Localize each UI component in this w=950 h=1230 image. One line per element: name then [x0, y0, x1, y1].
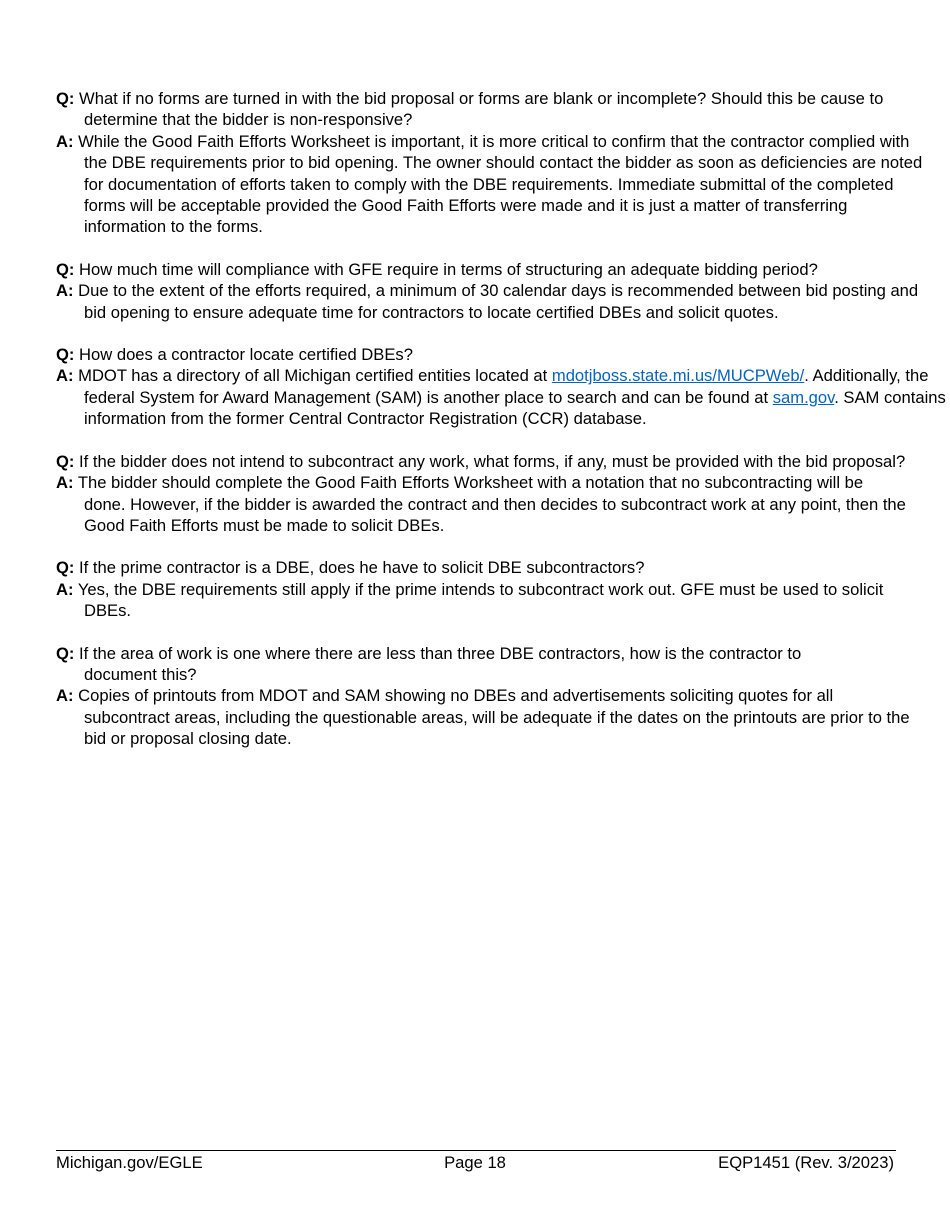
- answer: [56, 365, 950, 429]
- qa-item-prime-dbe: [56, 557, 926, 621]
- question: [56, 259, 876, 280]
- question-text: If the area of work is one where there are less than three DBE contractors, how is the contractor to document this?: [74, 643, 802, 684]
- answer-text: Yes, the DBE requirements still apply if the prime intends to subcontract work out. GFE must be used to solicit DBEs.: [73, 579, 884, 621]
- question-label: Q:: [56, 89, 75, 108]
- answer-text: Due to the extent of the efforts required, a minimum of 30 calendar days is recommended between bid posting and bid opening to ensure adequate time for contractors to locate certified DBEs and solicit quotes.: [73, 281, 919, 322]
- answer-text-part-3: . SAM contains information from the former Central Contractor Registration (CCR) database.: [84, 387, 946, 429]
- question: [56, 451, 926, 472]
- answer-label: A:: [56, 281, 74, 301]
- footer-page-number: Page 18: [444, 1153, 506, 1172]
- answer-label: A:: [56, 473, 74, 493]
- answer-label: A:: [56, 686, 74, 706]
- question-text: What if no forms are turned in with the bid proposal or forms are blank or incomplete? Should this be cause to determine that the bidder is non-responsive?: [74, 89, 884, 130]
- answer-text: The bidder should complete the Good Faith Efforts Worksheet with a notation that no subcontracting will be done. However, if the bidder is awarded the contract and then decides to subcontract work at any point, then the Good Faith Efforts must be made to solicit DBEs.: [73, 473, 906, 535]
- question-text: How much time will compliance with GFE require in terms of structuring an adequate bidding period?: [74, 259, 818, 279]
- answer: [56, 472, 908, 536]
- answer-text: While the Good Faith Efforts Worksheet is important, it is more critical to confirm that the contractor complied with the DBE requirements prior to bid opening. The owner should contact the bidder as soon as deficiencies are noted for documentation of efforts taken to comply with the DBE requirements. Immediate submittal of the completed forms will be acceptable provided the Good Faith Efforts were made and it is just a matter of transferring information to the forms.: [73, 131, 923, 237]
- qa-item-fewer-dbes: [56, 643, 926, 750]
- question: [56, 557, 944, 578]
- question: [56, 88, 914, 131]
- answer-text-part-1: MDOT has a directory of all Michigan certified entities located at: [73, 366, 552, 386]
- qa-item-no-subcontract: [56, 451, 926, 537]
- question-label: Q:: [56, 345, 75, 365]
- answer: [56, 280, 926, 323]
- answer: [56, 685, 910, 749]
- question: [56, 344, 944, 365]
- mucp-directory-link[interactable]: mdotjboss.state.mi.us/MUCPWeb/: [551, 366, 805, 386]
- question-text: If the bidder does not intend to subcontract any work, what forms, if any, must be provided with the bid proposal?: [74, 451, 906, 471]
- document-body: [56, 88, 946, 771]
- answer-label: A:: [56, 366, 74, 386]
- answer-text-part-2: . Additionally, the federal System for Award Management (SAM) is another place to search and can be found at: [84, 366, 929, 407]
- footer-form-id: EQP1451 (Rev. 3/2023): [718, 1153, 894, 1172]
- footer-divider: [56, 1150, 896, 1151]
- question-text: If the prime contractor is a DBE, does he have to solicit DBE subcontractors?: [74, 558, 645, 578]
- answer-label: A:: [56, 131, 74, 151]
- footer-website: Michigan.gov/EGLE: [56, 1153, 203, 1172]
- question-text: How does a contractor locate certified DBEs?: [74, 345, 413, 365]
- question-label: Q:: [56, 558, 75, 578]
- answer-text: Copies of printouts from MDOT and SAM showing no DBEs and advertisements soliciting quotes for all subcontract areas, including the questionable areas, will be adequate if the dates on the printouts are prior to the bid or proposal closing date.: [73, 686, 910, 749]
- question-label: Q:: [56, 643, 75, 663]
- question: [56, 643, 820, 686]
- qa-item-bidding-period: [56, 259, 926, 323]
- question-label: Q:: [56, 259, 75, 279]
- sam-gov-link[interactable]: sam.gov: [772, 387, 835, 407]
- question-label: Q:: [56, 451, 75, 471]
- page-footer: [56, 1152, 894, 1174]
- answer-label: A:: [56, 579, 74, 599]
- qa-item-locate-dbes: [56, 344, 946, 430]
- answer: [56, 131, 930, 238]
- answer: [56, 579, 900, 622]
- qa-item-blank-forms: [56, 88, 926, 238]
